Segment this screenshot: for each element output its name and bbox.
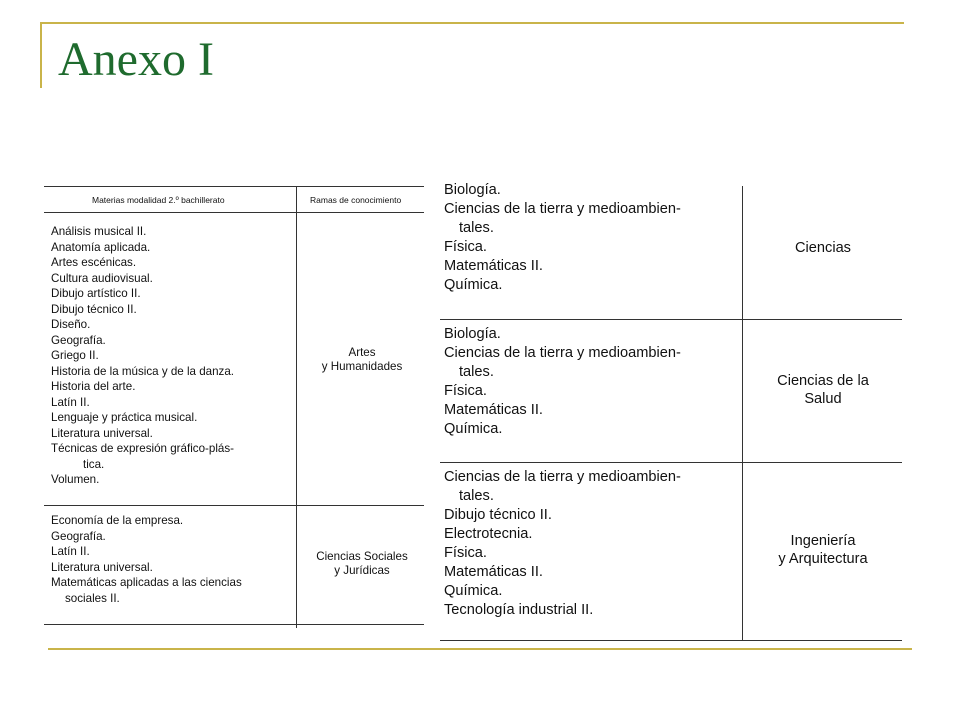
list-item: Latín II. bbox=[51, 545, 90, 558]
list-item: Biología. bbox=[444, 326, 501, 342]
list-item: Cultura audiovisual. bbox=[51, 271, 153, 285]
rama-label bbox=[300, 346, 424, 374]
list-item: Matemáticas II. bbox=[444, 564, 543, 580]
list-item: Latín II. bbox=[51, 395, 90, 409]
list-item: Química. bbox=[444, 583, 503, 599]
rama-label bbox=[744, 372, 902, 408]
table-rule bbox=[440, 319, 902, 320]
table-rule bbox=[44, 212, 424, 213]
list-item: Geografía. bbox=[51, 529, 106, 543]
list-item: Economía de la empresa. bbox=[51, 514, 184, 527]
list-item: Química. bbox=[444, 277, 503, 293]
rama-label bbox=[744, 239, 902, 257]
list-item: Biología. bbox=[444, 182, 501, 198]
rama-line: Artes bbox=[348, 346, 376, 359]
rama-line: Ingeniería bbox=[790, 533, 856, 549]
rama-line: Ciencias de la bbox=[777, 373, 869, 389]
list-item: Historia del arte. bbox=[51, 380, 136, 393]
list-item: Lenguaje y práctica musical. bbox=[51, 411, 198, 424]
table-rule bbox=[44, 186, 424, 187]
materias-list bbox=[51, 224, 301, 488]
rama-line: y Humanidades bbox=[321, 360, 403, 373]
rama-line: Ciencias Sociales bbox=[316, 550, 408, 563]
slide-frame-left-rule bbox=[40, 22, 42, 88]
list-item: Ciencias de la tierra y medioambien- bbox=[444, 201, 681, 217]
table-rule bbox=[44, 624, 424, 625]
materias-list bbox=[51, 513, 301, 606]
slide-frame-bottom-rule bbox=[48, 648, 912, 650]
header-materias: Materias modalidad 2.º bachillerato bbox=[92, 195, 225, 205]
list-item: Matemáticas II. bbox=[444, 402, 543, 418]
table-rule bbox=[44, 505, 424, 506]
list-item: Dibujo técnico II. bbox=[51, 302, 137, 316]
header-ramas: Ramas de conocimiento bbox=[310, 195, 402, 205]
list-item: Matemáticas aplicadas a las ciencias bbox=[51, 576, 242, 589]
rama-label bbox=[300, 550, 424, 578]
list-item: Física. bbox=[444, 239, 487, 255]
rama-line: Ciencias bbox=[795, 240, 851, 256]
list-item: Matemáticas II. bbox=[444, 258, 543, 274]
right-table bbox=[440, 178, 902, 644]
list-item: tica. bbox=[83, 457, 105, 471]
table-rule bbox=[440, 462, 902, 463]
list-item: Ciencias de la tierra y medioambien- bbox=[444, 345, 681, 361]
list-item: Diseño. bbox=[51, 318, 91, 331]
list-item: Tecnología industrial II. bbox=[444, 602, 594, 618]
list-item: Química. bbox=[444, 421, 503, 437]
table-rule bbox=[440, 640, 902, 641]
list-item: Historia de la música y de la danza. bbox=[51, 364, 235, 378]
list-item: Electrotecnia. bbox=[444, 526, 533, 542]
list-item: Dibujo artístico II. bbox=[51, 287, 141, 300]
list-item: Literatura universal. bbox=[51, 560, 153, 574]
list-item: Análisis musical II. bbox=[51, 225, 147, 238]
rama-line: y Arquitectura bbox=[778, 551, 868, 567]
list-item: Geografía. bbox=[51, 333, 106, 347]
rama-label bbox=[744, 532, 902, 568]
left-table bbox=[44, 186, 424, 628]
list-item: tales. bbox=[459, 488, 494, 504]
materias-list bbox=[444, 181, 744, 295]
rama-line: Salud bbox=[804, 391, 842, 407]
list-item: Dibujo técnico II. bbox=[444, 507, 552, 523]
list-item: Física. bbox=[444, 383, 487, 399]
list-item: Volumen. bbox=[51, 473, 100, 486]
list-item: tales. bbox=[459, 364, 494, 380]
list-item: Física. bbox=[444, 545, 487, 561]
list-item: Artes escénicas. bbox=[51, 256, 137, 269]
materias-list bbox=[444, 325, 744, 439]
slide-frame-top-rule bbox=[40, 22, 904, 24]
materias-list bbox=[444, 468, 744, 620]
list-item: Ciencias de la tierra y medioambien- bbox=[444, 469, 681, 485]
list-item: Literatura universal. bbox=[51, 426, 153, 440]
list-item: Anatomía aplicada. bbox=[51, 240, 151, 254]
slide-title: Anexo I bbox=[58, 33, 214, 86]
list-item: Técnicas de expresión gráfico-plás- bbox=[51, 442, 235, 455]
list-item: sociales II. bbox=[65, 591, 120, 605]
list-item: Griego II. bbox=[51, 349, 99, 362]
list-item: tales. bbox=[459, 220, 494, 236]
rama-line: y Jurídicas bbox=[334, 564, 390, 577]
